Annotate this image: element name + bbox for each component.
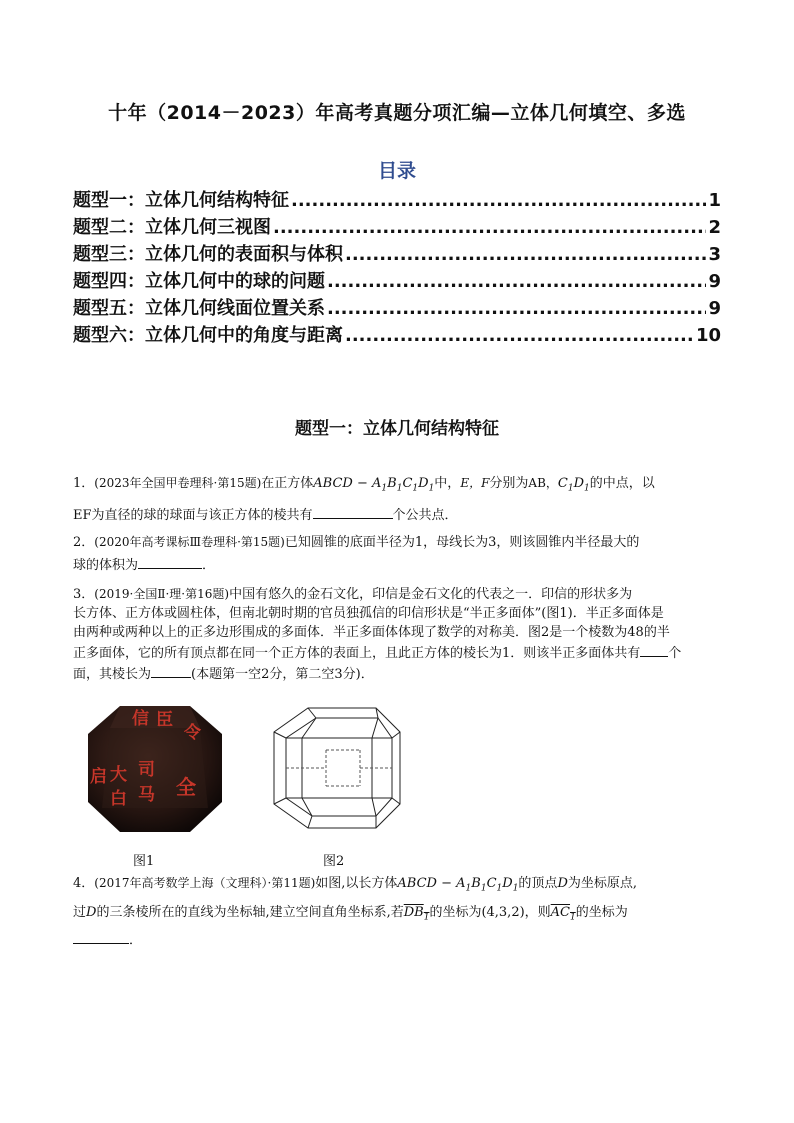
question-line [73,585,723,604]
question-text: 个 [668,646,682,661]
question-text: ． [129,933,143,949]
question-number: 2． [73,535,95,550]
toc-item-label: 题型六：立体几何中的角度与距离 [73,325,343,346]
math-d: D [86,904,97,920]
question-line [73,554,723,577]
question-text: 在正方体 [261,476,314,491]
table-of-contents [73,186,721,348]
question-line [73,642,723,663]
question-line [73,871,723,901]
toc-item-label: 题型二：立体几何三视图 [73,217,271,238]
seal-char: 白 [110,789,127,809]
question-text: 分别为 [489,476,529,491]
question-line [73,929,723,953]
toc-item[interactable] [73,186,721,213]
math-ab: AB， [528,476,558,490]
math-d: D [557,876,568,891]
question-line [73,504,723,527]
seal-char: 臣 [156,710,173,730]
math-cube: ABCD − $A_1B_1C_1D_1$ [313,476,435,494]
seal-char: 大 [110,765,127,785]
toc-item[interactable] [73,267,721,294]
math-c1d1: $C_1D_1$ [557,476,590,494]
vector-db1: $DB_1$ [403,904,430,923]
math-text: AC [550,904,571,920]
toc-leader-dots [327,271,706,292]
question-number: 4． [73,876,95,891]
section-title: 题型一：立体几何结构特征 [295,419,499,439]
question-1 [73,472,723,527]
toc-item-page: 2 [708,217,721,238]
toc-item-page: 9 [708,298,721,319]
seal-char: 令 [184,723,201,743]
document-title: 十年（2014－2023）年高考真题分项汇编—立体几何填空、多选 [108,102,686,124]
question-source: (2023年全国甲卷理科·第15题) [94,476,262,490]
question-text: 的坐标为(4,3,2)，则 [429,904,551,920]
answer-blank[interactable] [313,504,393,519]
math-cube: ABCD − $A_1B_1C_1D_1$ [397,876,519,894]
question-text: ． [202,558,216,573]
question-text: 正多面体，它的所有顶点都在同一个正方体的表面上，且此正方体的棱长为1．则该半正多面体共有 [73,646,641,661]
math-text: DB [403,904,424,920]
toc-leader-dots [327,298,706,319]
question-line: 长方体、正方体或圆柱体，但南北朝时期的官员独孤信的印信形状是“半正多面体”(图1)．半正多面体是 [73,606,664,621]
polyhedron-figure [268,704,418,844]
answer-blank[interactable] [138,554,202,569]
answer-blank[interactable] [151,663,191,678]
answer-blank[interactable] [73,929,129,944]
toc-leader-dots [345,325,694,346]
question-number: 3． [73,587,95,602]
question-text: 面，其棱长为 [73,667,152,682]
toc-heading: 目录 [377,160,416,182]
math-text: ABCD − A [313,476,382,491]
question-text: 如图,以长方体 [315,876,398,891]
seal-char: 全 [176,775,196,799]
answer-blank[interactable] [640,642,668,657]
figure-2-caption: 图2 [323,854,345,869]
toc-item[interactable] [73,321,721,348]
question-text: 的顶点 [518,876,558,891]
toc-leader-dots [273,217,706,238]
question-source: (2020年高考课标Ⅲ卷理科·第15题) [94,535,285,549]
seal-char: 马 [138,785,155,805]
question-text: 为坐标原点, [567,876,638,891]
question-number: 1． [73,476,95,491]
toc-item-page: 3 [708,244,721,265]
question-text: 过 [73,904,87,920]
toc-leader-dots [291,190,706,211]
question-line [73,663,723,684]
question-text: 个公共点． [392,507,458,523]
question-line: 由两种或两种以上的正多边形围成的多面体．半正多面体体现了数学的对称美．图2是一个棱数为48的半 [73,625,670,640]
question-text: 的三条棱所在的直线为坐标轴,建立空间直角坐标系,若 [96,904,404,920]
question-text: 的坐标为 [575,904,628,920]
seal-char: 司 [138,760,155,780]
seal-char: 启 [90,767,107,787]
question-text: 球的体积为 [73,558,139,573]
question-line [73,901,723,930]
toc-item-label: 题型一：立体几何结构特征 [73,190,289,211]
seal-char: 信 [132,709,149,729]
question-source: (2017年高考数学上海（文理科）·第11题) [94,876,316,890]
question-line [73,472,723,500]
question-text: 的中点，以 [589,476,655,491]
toc-item[interactable] [73,213,721,240]
vector-ac1: $AC_1$ [550,904,576,923]
question-text: EF为直径的球的球面与该正方体的棱共有 [73,507,313,523]
question-text: 中， [434,476,461,491]
question-3 [73,585,723,684]
toc-item[interactable] [73,294,721,321]
toc-item-page: 10 [695,325,721,346]
question-text: (本题第一空2分，第二空3分)． [191,667,374,682]
toc-item-label: 题型五：立体几何线面位置关系 [73,298,325,319]
toc-leader-dots [345,244,706,265]
question-4 [73,871,723,953]
question-source: (2019·全国Ⅱ·理·第16题) [94,587,230,601]
math-ef: E，F [460,476,490,490]
question-line [73,531,723,554]
toc-item[interactable] [73,240,721,267]
toc-item-page: 1 [708,190,721,211]
question-2 [73,531,723,577]
toc-item-label: 题型三：立体几何的表面积与体积 [73,244,343,265]
question-text: 已知圆锥的底面半径为1，母线长为3，则该圆锥内半径最大的 [284,535,640,550]
toc-item-label: 题型四：立体几何中的球的问题 [73,271,325,292]
figure-1-caption: 图1 [133,854,155,869]
seal-photo-figure [80,698,230,838]
question-text: 中国有悠久的金石文化，印信是金石文化的代表之一．印信的形状多为 [229,587,633,602]
toc-item-page: 9 [708,271,721,292]
